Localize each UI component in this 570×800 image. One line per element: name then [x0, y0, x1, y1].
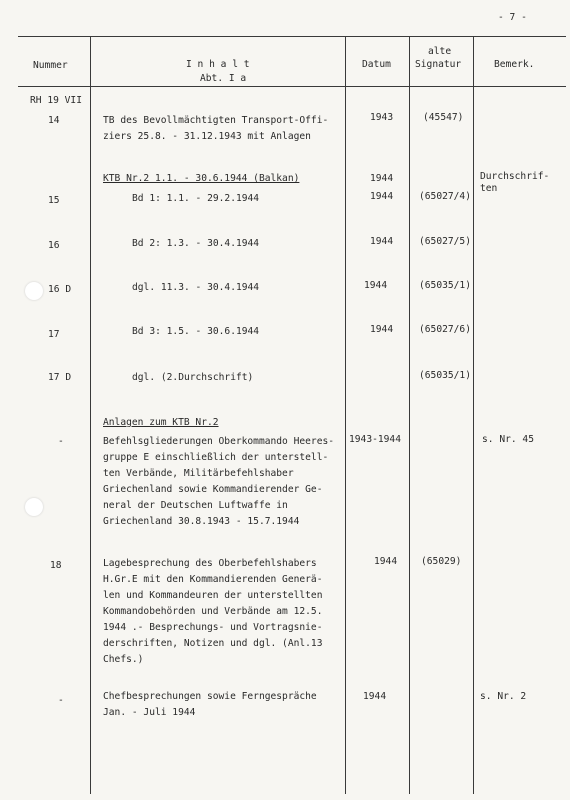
- row-17d-text: dgl. (2.Durchschrift): [132, 372, 254, 383]
- row-17d-nummer: 17 D: [48, 372, 72, 383]
- row-chef-nummer: -: [58, 695, 64, 706]
- row-16d-text: dgl. 11.3. - 30.4.1944: [132, 282, 260, 293]
- header-signatur: Signatur: [415, 59, 462, 70]
- row-chef-datum: 1944: [363, 691, 387, 702]
- row-15-datum: 1944: [370, 191, 394, 202]
- punch-hole-2: [25, 498, 43, 516]
- row-befehl-bemerk: s. Nr. 45: [482, 434, 534, 445]
- header-alte: alte: [428, 46, 452, 57]
- ktb-bemerk-2: ten: [480, 183, 498, 194]
- row-15-nummer: 15: [48, 195, 60, 206]
- row-18-line-6: derschriften, Notizen und dgl. (Anl.13: [103, 638, 323, 649]
- row-chef-line-2: Jan. - Juli 1944: [103, 707, 196, 718]
- row-18-signatur: (65029): [421, 556, 462, 567]
- row-14-datum: 1943: [370, 112, 394, 123]
- page-number: - 7 -: [498, 12, 527, 23]
- row-14-line-1: TB des Bevollmächtigten Transport-Offi-: [103, 115, 329, 126]
- row-befehl-line-6: Griechenland 30.8.1943 - 15.7.1944: [103, 516, 300, 527]
- ktb-bemerk-1: Durchschrif-: [480, 171, 550, 182]
- row-16-nummer: 16: [48, 240, 60, 251]
- row-befehl-nummer: -: [58, 436, 64, 447]
- row-befehl-line-5: neral der Deutschen Luftwaffe in: [103, 500, 288, 511]
- header-inhalt: I n h a l t: [186, 59, 250, 70]
- row-15-text: Bd 1: 1.1. - 29.2.1944: [132, 193, 260, 204]
- row-16d-signatur: (65035/1): [419, 280, 471, 291]
- row-16-text: Bd 2: 1.3. - 30.4.1944: [132, 238, 260, 249]
- punch-hole-1: [25, 282, 43, 300]
- ktb-datum: 1944: [370, 173, 394, 184]
- row-14-nummer: 14: [48, 115, 60, 126]
- header-bemerk: Bemerk.: [494, 59, 535, 70]
- row-17-signatur: (65027/6): [419, 324, 471, 335]
- row-befehl-datum: 1943-1944: [349, 434, 401, 445]
- col-divider-3: [409, 36, 410, 794]
- row-18-line-5: 1944 .- Besprechungs- und Vortragsnie-: [103, 622, 323, 633]
- row-18-datum: 1944: [374, 556, 398, 567]
- row-befehl-line-4: Griechenland sowie Kommandierender Ge-: [103, 484, 323, 495]
- row-14-signatur: (45547): [423, 112, 464, 123]
- row-befehl-line-3: ten Verbände, Militärbefehlshaber: [103, 468, 294, 479]
- row-16-signatur: (65027/5): [419, 236, 471, 247]
- group-label: RH 19 VII: [30, 95, 82, 106]
- col-divider-1: [90, 36, 91, 794]
- row-16d-datum: 1944: [364, 280, 388, 291]
- row-17-text: Bd 3: 1.5. - 30.6.1944: [132, 326, 260, 337]
- row-18-line-2: H.Gr.E mit den Kommandierenden Generä-: [103, 574, 323, 585]
- table-top-rule: [18, 36, 566, 37]
- row-18-line-3: len und Kommandeuren der unterstellten: [103, 590, 323, 601]
- row-18-line-4: Kommandobehörden und Verbände am 12.5.: [103, 606, 323, 617]
- col-divider-4: [473, 36, 474, 794]
- row-14-line-2: ziers 25.8. - 31.12.1943 mit Anlagen: [103, 131, 311, 142]
- row-befehl-line-2: gruppe E einschließlich der unterstell-: [103, 452, 329, 463]
- row-befehl-line-1: Befehlsgliederungen Oberkommando Heeres-: [103, 436, 335, 447]
- header-nummer: Nummer: [33, 60, 68, 71]
- header-bottom-rule: [18, 86, 566, 87]
- row-chef-bemerk: s. Nr. 2: [480, 691, 527, 702]
- row-17d-signatur: (65035/1): [419, 370, 471, 381]
- row-chef-line-1: Chefbesprechungen sowie Ferngespräche: [103, 691, 317, 702]
- row-18-line-1: Lagebesprechung des Oberbefehlshabers: [103, 558, 317, 569]
- row-15-signatur: (65027/4): [419, 191, 471, 202]
- row-16-datum: 1944: [370, 236, 394, 247]
- row-17-nummer: 17: [48, 329, 60, 340]
- header-datum: Datum: [362, 59, 391, 70]
- col-divider-2: [345, 36, 346, 794]
- ktb-heading: KTB Nr.2 1.1. - 30.6.1944 (Balkan): [103, 173, 300, 184]
- row-16d-nummer: 16 D: [48, 284, 72, 295]
- row-18-nummer: 18: [50, 560, 62, 571]
- row-17-datum: 1944: [370, 324, 394, 335]
- row-18-line-7: Chefs.): [103, 654, 144, 665]
- header-abt: Abt. I a: [200, 73, 247, 84]
- anlagen-heading: Anlagen zum KTB Nr.2: [103, 417, 219, 428]
